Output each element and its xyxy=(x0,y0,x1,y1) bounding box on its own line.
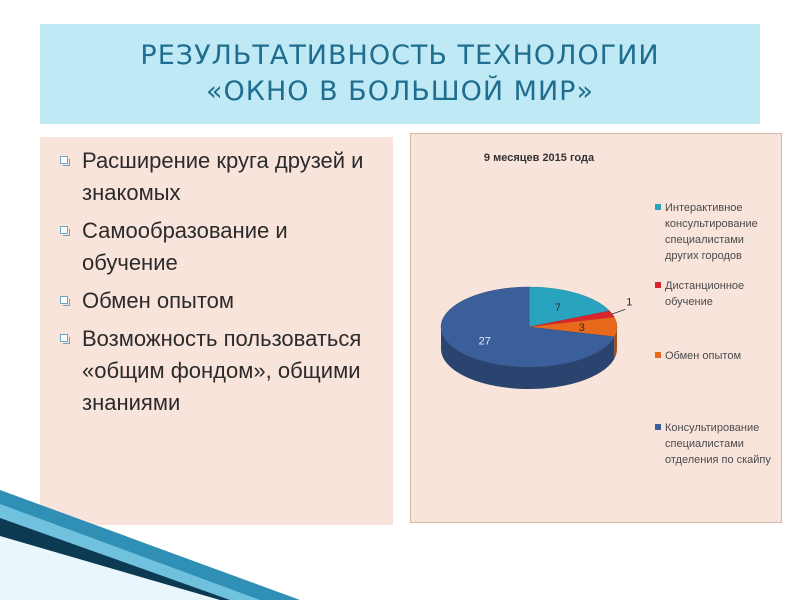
legend-item xyxy=(655,420,775,468)
bullet-text: Самообразование и обучение xyxy=(82,218,288,275)
square-bullet-icon xyxy=(60,156,68,164)
page-title-line-2: «ОКНО В БОЛЬШОЙ МИР» xyxy=(206,76,594,107)
legend-label: Дистанционное обучение xyxy=(665,280,745,308)
bullet-text: Обмен опытом xyxy=(82,288,235,313)
pie-chart-panel xyxy=(410,133,782,523)
bullet-text: Возможность пользоваться «общим фондом», общими знаниями xyxy=(82,326,362,415)
pie-data-label: 27 xyxy=(478,335,491,348)
pie-data-label: 3 xyxy=(578,322,585,334)
bullet-item xyxy=(60,323,379,419)
square-bullet-icon xyxy=(60,226,68,234)
page-title-line-1: РЕЗУЛЬТАТИВНОСТЬ ТЕХНОЛОГИИ xyxy=(140,40,660,71)
data-label-leader xyxy=(612,309,625,314)
bullet-item xyxy=(60,285,379,317)
legend-label: Обмен опытом xyxy=(665,350,742,362)
bullet-text: Расширение круга друзей и знакомых xyxy=(82,148,364,205)
legend-label: Интерактивное консультирование специалистами других городов xyxy=(665,202,758,262)
bullet-panel xyxy=(40,137,393,525)
legend-swatch xyxy=(655,424,661,430)
legend-item xyxy=(655,348,741,364)
legend-swatch xyxy=(655,204,661,210)
bullet-item xyxy=(60,215,379,279)
chart-title: 9 месяцев 2015 года xyxy=(483,152,595,164)
legend-item xyxy=(655,200,775,264)
legend-swatch xyxy=(655,352,661,358)
square-bullet-icon xyxy=(60,334,68,342)
pie-plot xyxy=(441,287,632,389)
square-bullet-icon xyxy=(60,296,68,304)
legend-swatch xyxy=(655,282,661,288)
bullet-item xyxy=(60,145,379,209)
legend-item xyxy=(655,278,775,310)
title-banner xyxy=(40,24,760,124)
decorative-swoosh xyxy=(0,490,800,600)
pie-data-label: 1 xyxy=(626,296,633,309)
pie-data-label: 7 xyxy=(554,301,561,314)
bullet-list xyxy=(40,137,393,419)
legend-label: Консультирование специалистами отделения по скайпу xyxy=(665,422,771,466)
